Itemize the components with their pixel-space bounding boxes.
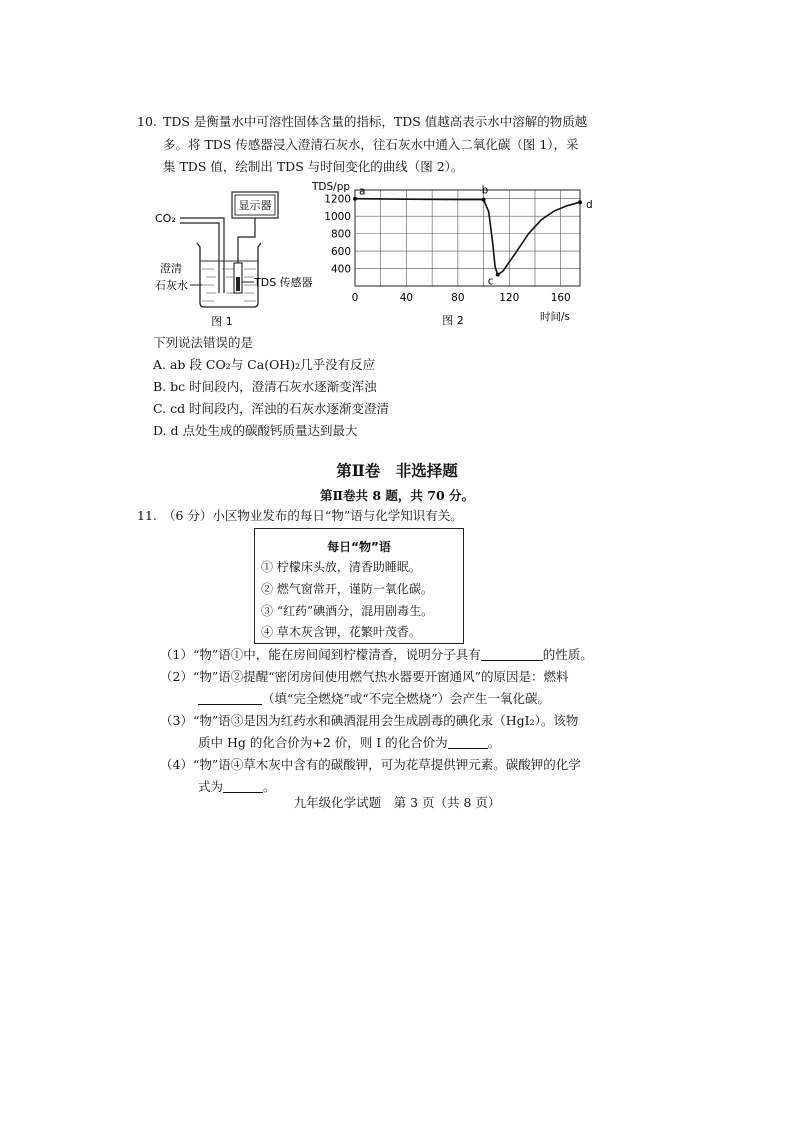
q11-sub1-end: 的性质。: [542, 647, 593, 662]
sensor-label: TDS 传感器: [254, 276, 313, 289]
q11-sub3-blank[interactable]: [448, 735, 488, 749]
q10-stem-line3: 集 TDS 值，绘制出 TDS 与时间变化的曲线（图 2）。: [163, 159, 464, 174]
q11-sub4-line1: （4）“物”语④草木灰中含有的碳酸钾，可为花草提供钾元素。碳酸钾的化学: [160, 757, 581, 772]
box-item-1: ① 柠檬床头放，清香助睡眠。: [261, 560, 421, 574]
q11-sub3-text: 质中 Hg 的化合价为+2 价，则 I 的化合价为: [198, 735, 448, 750]
beaker: [197, 243, 261, 307]
box-item-4: ④ 草木灰含钾，花繁叶茂香。: [261, 625, 421, 639]
q10-option-b[interactable]: B. bc 时间段内，澄清石灰水逐渐变浑浊: [153, 379, 377, 394]
x-tick-label: 80: [451, 292, 465, 304]
box-item-3: ③ “红药”碘酒分，混用剧毒生。: [261, 604, 434, 618]
q11-sub4-end: 。: [263, 779, 276, 794]
q11-number: 11.: [137, 508, 157, 523]
q11-sub1-text: （1）“物”语①中，能在房间闻到柠檬清香，说明分子具有: [160, 647, 481, 662]
fig1-caption: 图 1: [211, 315, 233, 328]
limewater-label-2: 石灰水: [155, 279, 188, 292]
q10-option-c[interactable]: C. cd 时间段内，浑浊的石灰水逐渐变澄清: [153, 401, 390, 416]
q10-question: 下列说法错误的是: [153, 335, 254, 350]
display-label: 显示器: [238, 199, 272, 212]
q11-sub3-line2: [198, 734, 500, 752]
x-tick-label: 160: [550, 292, 571, 304]
q11-sub3-end: 。: [487, 735, 501, 750]
q11-sub4-text: 式为: [198, 779, 224, 794]
point-c: [496, 273, 500, 277]
point-label-d: d: [586, 199, 593, 212]
point-label-a: a: [359, 185, 366, 198]
point-b: [482, 198, 486, 202]
section2-subtitle: 第Ⅱ卷共 8 题，共 70 分。: [319, 488, 475, 503]
point-label-c: c: [487, 275, 494, 288]
daily-words-box: [254, 528, 464, 644]
x-tick-label: 120: [499, 292, 520, 304]
point-label-b: b: [481, 184, 489, 197]
q11-sub2-line1: （2）“物”语②提醒“密闭房间使用燃气热水器要开窗通风”的原因是：燃料: [160, 669, 569, 684]
page-footer: 九年级化学试题 第 3 页（共 8 页）: [293, 795, 501, 810]
q11-stem: （6 分）小区物业发布的每日“物”语与化学知识有关。: [163, 508, 463, 523]
y-tick-label: 400: [330, 263, 351, 276]
q11-sub3-line1: （3）“物”语③是因为红药水和碘酒混用会生成剧毒的碘化汞（HgI₂）。该物: [160, 713, 579, 728]
q11-sub2-blank[interactable]: [198, 691, 262, 705]
box-title: 每日“物”语: [327, 540, 391, 554]
section2-title: 第Ⅱ卷 非选择题: [336, 461, 458, 480]
q10-stem-line1: TDS 是衡量水中可溶性固体含量的指标，TDS 值越高表示水中溶解的物质越: [163, 114, 588, 129]
limewater: [202, 269, 256, 301]
q10-number: 10.: [137, 114, 157, 129]
chart-grid: [355, 190, 580, 286]
x-tick-label: 40: [399, 292, 414, 304]
y-axis-label: TDS/pp: [312, 181, 351, 193]
point-d: [578, 200, 582, 204]
x-tick-label: 0: [351, 292, 359, 304]
y-tick-label: 1200: [324, 193, 351, 206]
box-item-2: ② 燃气窗常开，谨防一氧化碳。: [261, 582, 433, 596]
fig2-caption: 图 2: [442, 314, 464, 327]
q10-option-d[interactable]: D. d 点处生成的碳酸钙质量达到最大: [153, 423, 358, 438]
q10-option-a[interactable]: A. ab 段 CO₂与 Ca(OH)₂几乎没有反应: [153, 357, 376, 372]
q11-sub2-line2: [198, 690, 550, 708]
y-tick-label: 800: [330, 228, 351, 241]
q11-sub2-text: （填“完全燃烧”或“不完全燃烧”）会产生一氧化碳。: [262, 691, 551, 706]
q11-sub1: [160, 646, 593, 664]
co2-label: CO₂: [155, 212, 176, 225]
q10-stem-line2: 多。将 TDS 传感器浸入澄清石灰水，往石灰水中通入二氧化碳（图 1），采: [163, 137, 579, 152]
q11-sub4-blank[interactable]: [223, 779, 263, 793]
sensor-cable: [238, 218, 255, 263]
fig2-tds-chart: [300, 178, 600, 328]
y-tick-label: 1000: [324, 211, 351, 224]
point-a: [353, 197, 357, 201]
x-axis-label: 时间/s: [540, 311, 571, 323]
limewater-label-1: 澄清: [160, 262, 182, 275]
tds-curve: [355, 199, 580, 275]
y-tick-label: 600: [330, 246, 351, 259]
fig1-apparatus: [150, 185, 320, 330]
q11-sub1-blank[interactable]: [481, 647, 543, 661]
